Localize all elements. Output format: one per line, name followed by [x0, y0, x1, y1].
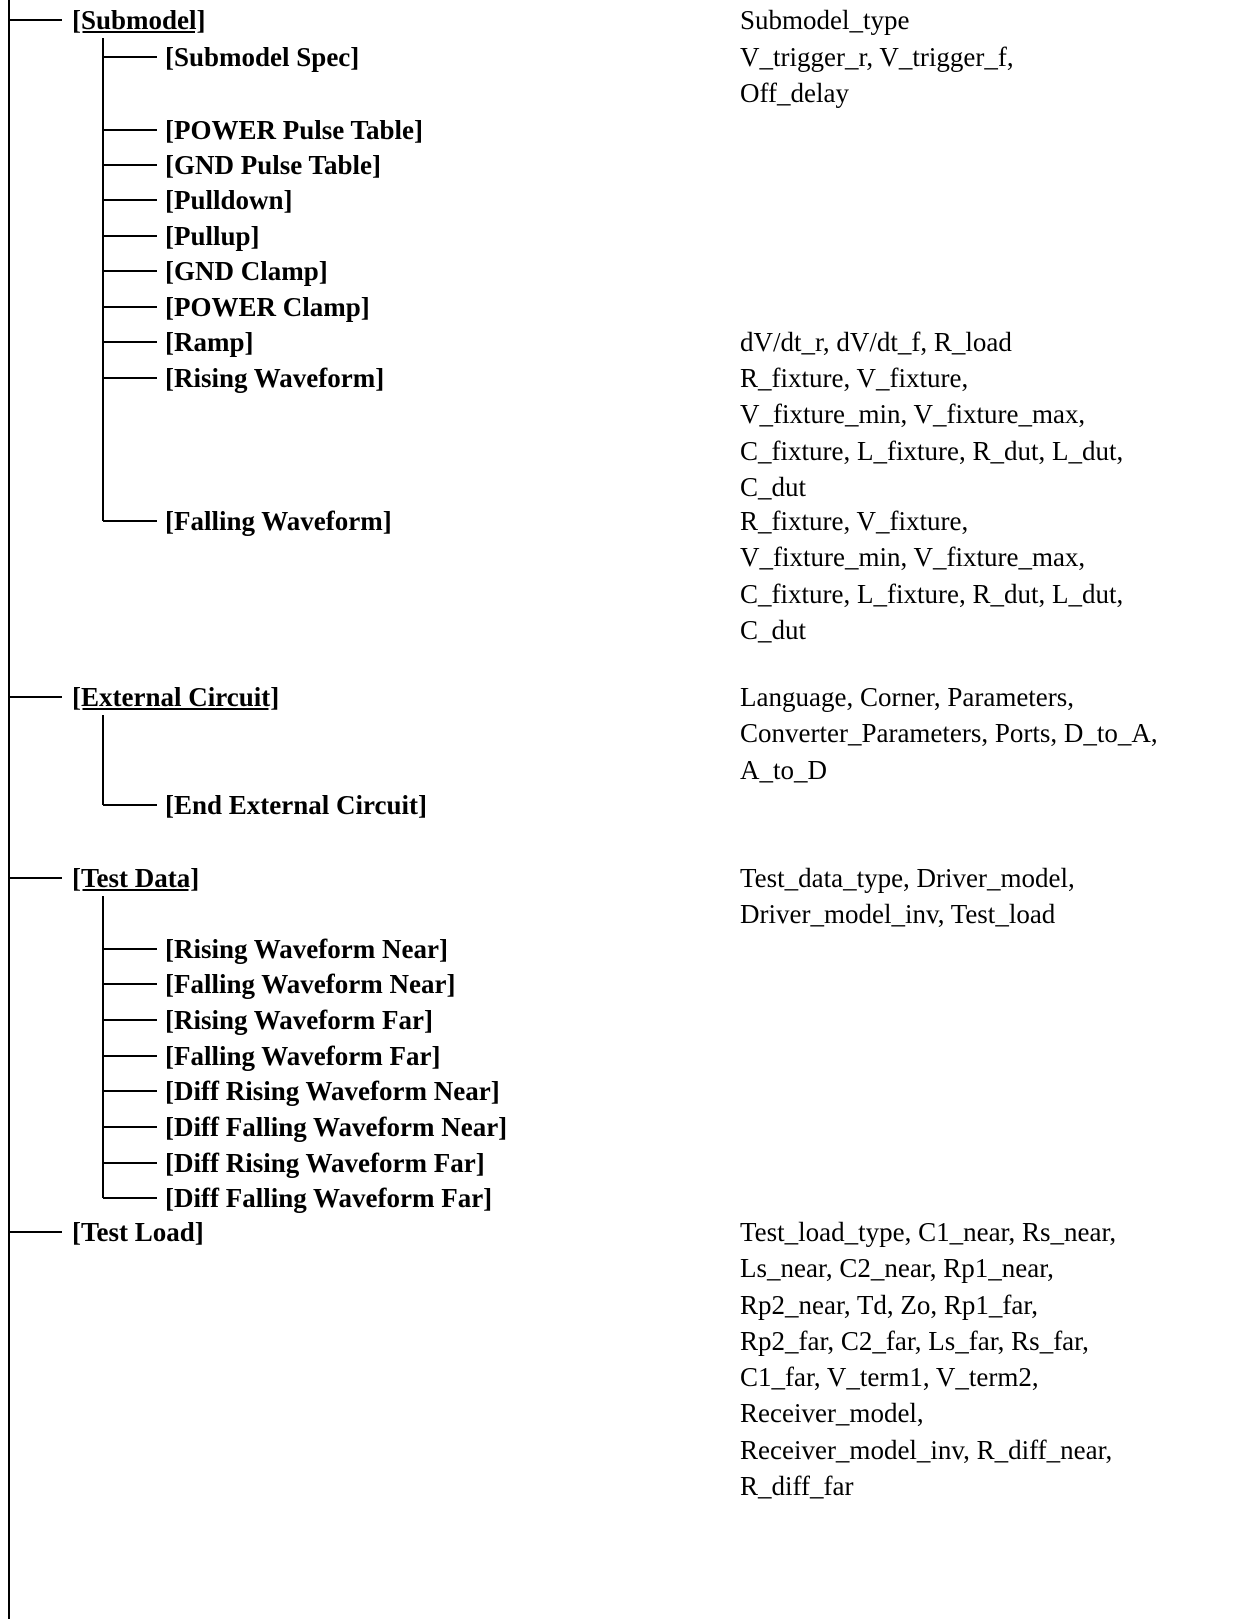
sub-keyword-params: [740, 324, 1012, 360]
sub-keyword: [Diff Falling Waveform Far]: [165, 1183, 493, 1213]
sub-keyword: [GND Pulse Table]: [165, 150, 382, 180]
param-line: V_trigger_r, V_trigger_f,: [740, 42, 1014, 72]
param-line: Test_load_type, C1_near, Rs_near,: [740, 1217, 1117, 1247]
top-keyword-params: [740, 860, 1075, 933]
param-line: Ls_near, C2_near, Rp1_near,: [740, 1253, 1054, 1284]
sub-keyword: [Diff Falling Waveform Near]: [165, 1112, 508, 1142]
param-line: C_fixture, L_fixture, R_dut, L_dut,: [740, 578, 1124, 609]
sub-keyword: [Ramp]: [165, 327, 254, 357]
param-line: C_fixture, L_fixture, R_dut, L_dut,: [740, 435, 1124, 466]
top-keyword-params: [740, 2, 910, 38]
sub-keyword: [Diff Rising Waveform Near]: [165, 1076, 500, 1106]
sub-keyword-params: [740, 360, 1123, 505]
sub-keyword: [POWER Pulse Table]: [165, 115, 424, 145]
sub-keyword: [Rising Waveform Far]: [165, 1005, 433, 1035]
sub-keyword: [Pullup]: [165, 221, 260, 251]
param-line: V_fixture_min, V_fixture_max,: [740, 542, 1086, 573]
sub-keyword-params: [740, 503, 1123, 648]
sub-keyword-params: [740, 39, 1014, 112]
sub-keyword: [POWER Clamp]: [165, 292, 370, 322]
top-keyword-params: [740, 679, 1158, 788]
param-line: Language, Corner, Parameters,: [740, 682, 1075, 712]
sub-keyword: [End External Circuit]: [165, 790, 427, 820]
param-line: R_diff_far: [740, 1471, 854, 1502]
param-line: Rp2_far, C2_far, Ls_far, Rs_far,: [740, 1325, 1089, 1356]
top-keyword-params: [740, 1214, 1116, 1504]
param-line: R_fixture, V_fixture,: [740, 363, 969, 393]
top-keyword: [Submodel]: [72, 5, 206, 35]
param-line: C1_far, V_term1, V_term2,: [740, 1362, 1039, 1393]
param-line: Submodel_type: [740, 5, 910, 35]
param-line: Converter_Parameters, Ports, D_to_A,: [740, 718, 1158, 749]
param-line: Receiver_model,: [740, 1398, 924, 1429]
param-line: Test_data_type, Driver_model,: [740, 863, 1075, 893]
param-line: Off_delay: [740, 78, 849, 109]
param-line: V_fixture_min, V_fixture_max,: [740, 399, 1086, 430]
param-line: R_fixture, V_fixture,: [740, 506, 969, 536]
sub-keyword: [Rising Waveform Near]: [165, 934, 448, 964]
param-line: Rp2_near, Td, Zo, Rp1_far,: [740, 1289, 1039, 1320]
top-keyword: [Test Load]: [72, 1217, 204, 1247]
param-line: Receiver_model_inv, R_diff_near,: [740, 1434, 1113, 1465]
sub-keyword: [Pulldown]: [165, 185, 293, 215]
top-keyword: [Test Data]: [72, 863, 200, 893]
top-keyword: [External Circuit]: [72, 682, 280, 712]
sub-keyword: [Falling Waveform Far]: [165, 1041, 441, 1071]
sub-keyword: [Submodel Spec]: [165, 42, 360, 72]
sub-keyword: [Falling Waveform Near]: [165, 969, 456, 999]
param-line: C_dut: [740, 471, 807, 502]
sub-keyword: [GND Clamp]: [165, 256, 328, 286]
sub-keyword: [Rising Waveform]: [165, 363, 385, 393]
param-line: Driver_model_inv, Test_load: [740, 899, 1056, 930]
param-line: A_to_D: [740, 754, 827, 785]
param-line: dV/dt_r, dV/dt_f, R_load: [740, 327, 1012, 357]
param-line: C_dut: [740, 614, 807, 645]
sub-keyword: [Falling Waveform]: [165, 506, 392, 536]
sub-keyword: [Diff Rising Waveform Far]: [165, 1148, 485, 1178]
